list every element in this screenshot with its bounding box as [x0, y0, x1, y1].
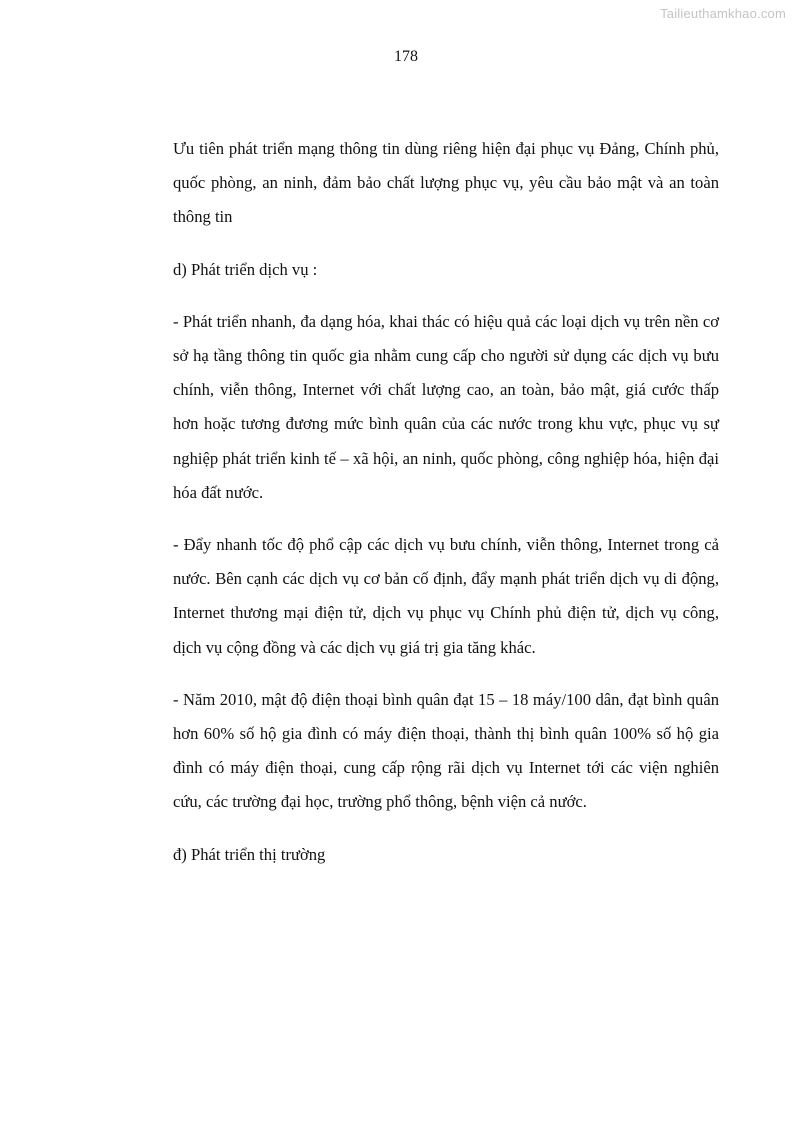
paragraph-network-priority: Ưu tiên phát triển mạng thông tin dùng riêng hiện đại phục vụ Đảng, Chính phủ, quốc phòng, an ninh, đảm bảo chất lượng phục vụ, yêu cầu bảo mật và an toàn thông tin [173, 139, 719, 227]
section-heading-market: đ) Phát triển thị trường [173, 844, 326, 864]
section-heading-services: d) Phát triển dịch vụ : [173, 259, 318, 279]
paragraph-service-coverage: - Đẩy nhanh tốc độ phổ cập các dịch vụ bưu chính, viễn thông, Internet trong cả nước. Bên cạnh các dịch vụ cơ bản cố định, đẩy mạnh phát triển dịch vụ di động, Internet thương mại điện tử, dịch vụ phục vụ Chính phủ điện tử, dịch vụ công, dịch vụ cộng đồng và các dịch vụ giá trị gia tăng khác. [173, 535, 719, 657]
paragraph-service-development: - Phát triển nhanh, đa dạng hóa, khai thác có hiệu quả các loại dịch vụ trên nền cơ sở hạ tầng thông tin quốc gia nhằm cung cấp cho người sử dụng các dịch vụ bưu chính, viễn thông, Internet với chất lượng cao, an toàn, bảo mật, giá cước thấp hơn hoặc tương đương mức bình quân của các nước trong khu vực, phục vụ sự nghiệp phát triển kinh tế – xã hội, an ninh, quốc phòng, công nghiệp hóa, hiện đại hóa đất nước. [173, 311, 719, 502]
paragraph-2010-targets: - Năm 2010, mật độ điện thoại bình quân đạt 15 – 18 máy/100 dân, đạt bình quân hơn 60% số hộ gia đình có máy điện thoại, thành thị bình quân 100% số hộ gia đình có máy điện thoại, cung cấp rộng rãi dịch vụ Internet tới các viện nghiên cứu, các trường đại học, trường phổ thông, bệnh viện cả nước. [173, 689, 719, 812]
watermark: Tailieuthamkhao.com [660, 6, 786, 21]
page-number: 178 [394, 48, 418, 65]
document-body [173, 132, 719, 872]
